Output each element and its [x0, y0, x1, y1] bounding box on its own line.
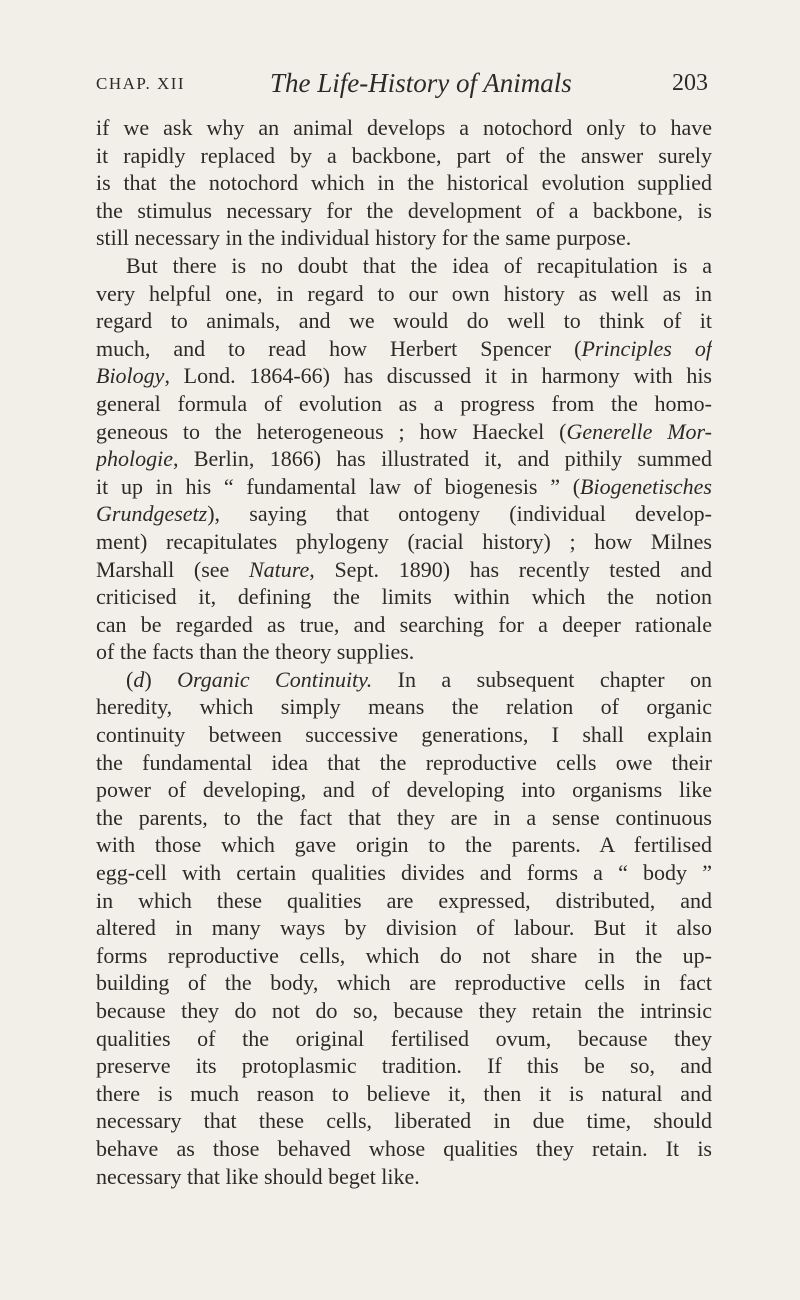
text-run: ), saying that ontogeny (individual develop- [207, 501, 712, 527]
text-line [96, 500, 712, 528]
text-line: egg-cell with certain qualities divides and forms a “ body ” [96, 860, 712, 886]
text-line: there is much reason to believe it, then it is natural and [96, 1080, 712, 1106]
text-run: geneous to the heterogeneous ; how Haeckel ( [96, 418, 567, 444]
text-line [96, 666, 712, 694]
section-letter: d [133, 666, 145, 692]
text-line [96, 445, 712, 473]
text-line: general formula of evolution as a progress from the homo- [96, 390, 712, 416]
text-run: , Sept. 1890) has recently tested and [309, 556, 712, 582]
italic-title: Generelle Mor- [566, 418, 712, 444]
text-line: behave as those behaved whose qualities they retain. It is [96, 1135, 712, 1161]
text-line: preserve its protoplasmic tradition. If this be so, and [96, 1053, 712, 1079]
text-run: , Berlin, 1866) has illustrated it, and pithily summed [173, 446, 712, 472]
running-header [96, 68, 708, 108]
text-line [96, 335, 712, 363]
italic-title: Nature [248, 556, 310, 582]
text-line: power of developing, and of developing into organisms like [96, 777, 712, 803]
text-line [96, 418, 712, 446]
text-run: In a subsequent chapter on [372, 666, 712, 692]
text-line [96, 362, 712, 390]
text-line: necessary that like should beget like. [96, 1163, 420, 1189]
text-line: of the facts than the theory supplies. [96, 639, 415, 665]
text-line: ment) recapitulates phylogeny (racial history) ; how Milnes [96, 528, 712, 554]
page-number: 203 [672, 70, 708, 96]
text-line: in which these qualities are expressed, distributed, and [96, 887, 712, 913]
text-line: the fundamental idea that the reproductive cells owe their [96, 749, 712, 775]
text-line: But there is no doubt that the idea of recapitulation is a [126, 252, 712, 278]
italic-title: phologie [96, 446, 173, 472]
text-line: regard to animals, and we would do well to think of it [96, 308, 712, 334]
text-run: ) [144, 666, 178, 692]
text-line: is that the notochord which in the historical evolution supplied [96, 170, 712, 196]
text-line: very helpful one, in regard to our own history as well as in [96, 280, 712, 306]
text-line: the parents, to the fact that they are in a sense continuous [96, 804, 712, 830]
text-line [96, 473, 712, 501]
text-line: altered in many ways by division of labour. But it also [96, 915, 712, 941]
italic-title: Biogenetisches [580, 473, 712, 499]
text-line: necessary that these cells, liberated in due time, should [96, 1108, 712, 1134]
text-line: with those which gave origin to the parents. A fertilised [96, 832, 712, 858]
italic-title: Biology [96, 363, 165, 389]
running-title: The Life-History of Animals [270, 68, 572, 98]
text-run: it up in his “ fundamental law of biogenesis ” ( [96, 473, 581, 499]
chapter-label: CHAP. XII [96, 74, 186, 93]
text-line: continuity between successive generations, I shall explain [96, 722, 712, 748]
text-line: criticised it, defining the limits within which the notion [96, 584, 712, 610]
body-text [96, 114, 712, 1190]
text-line: the stimulus necessary for the development of a backbone, is [96, 197, 712, 223]
text-run: , Lond. 1864-66) has discussed it in harmony with his [164, 363, 712, 389]
text-run: ( [126, 666, 134, 692]
section-heading: Organic Continuity. [177, 666, 373, 692]
text-run: Marshall (see [96, 556, 249, 582]
text-line: forms reproductive cells, which do not share in the up- [96, 942, 712, 968]
italic-title: Grundgesetz [96, 501, 208, 527]
text-line: building of the body, which are reproductive cells in fact [96, 970, 712, 996]
text-line: heredity, which simply means the relation of organic [96, 694, 712, 720]
text-line: if we ask why an animal develops a notochord only to have [96, 115, 712, 140]
text-line [96, 556, 712, 584]
text-line: still necessary in the individual history for the same purpose. [96, 225, 632, 251]
text-line: qualities of the original fertilised ovum, because they [96, 1025, 712, 1051]
italic-title: Principles of [581, 335, 712, 361]
text-line: because they do not do so, because they retain the intrinsic [96, 998, 712, 1023]
text-line: can be regarded as true, and searching for a deeper rationale [96, 611, 712, 637]
text-run: much, and to read how Herbert Spencer ( [96, 335, 582, 361]
text-line: it rapidly replaced by a backbone, part of the answer surely [96, 142, 712, 168]
